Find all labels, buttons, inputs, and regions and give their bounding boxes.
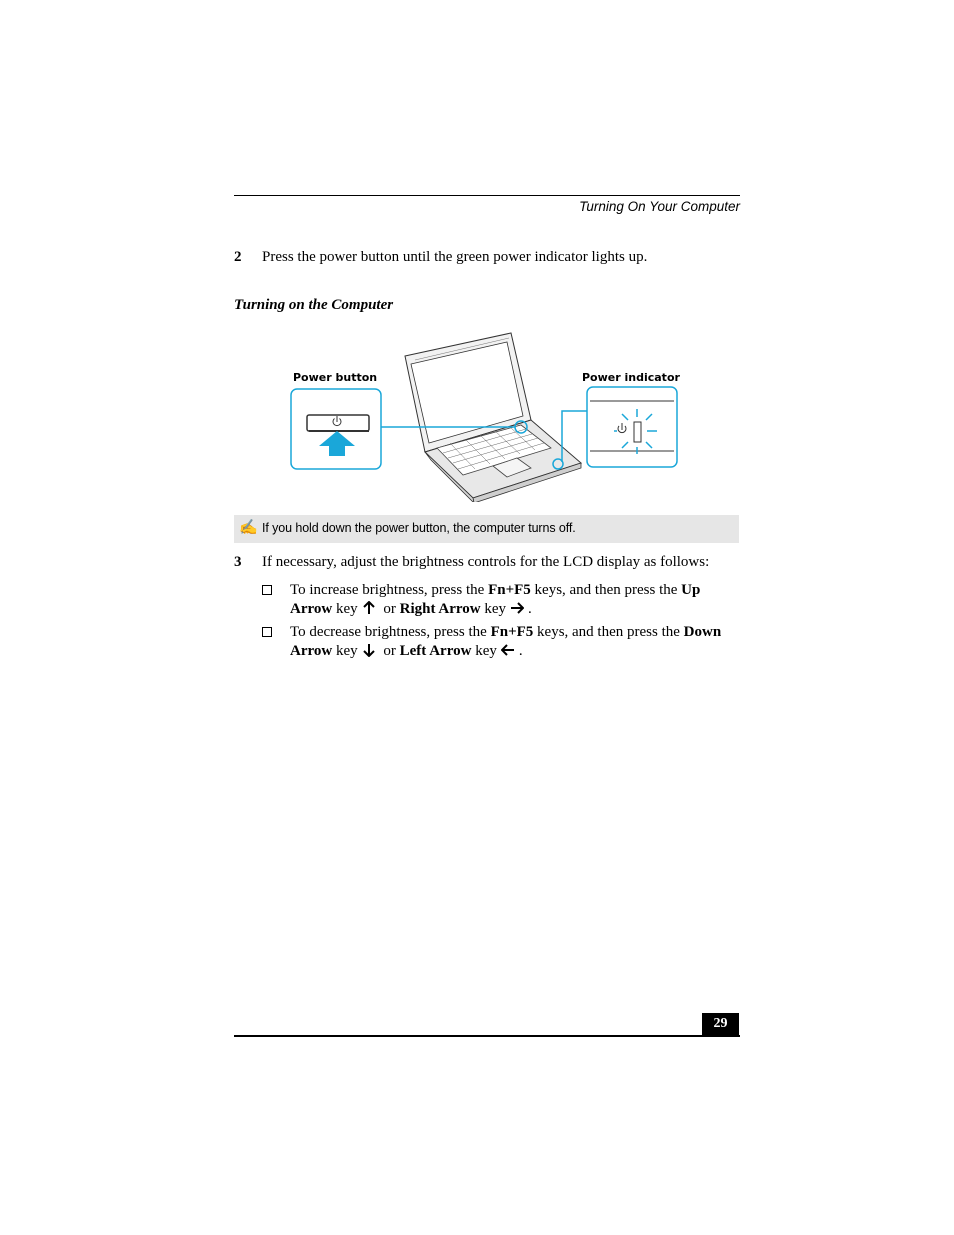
text-run: key: [332, 601, 358, 617]
page-number: 29: [702, 1013, 739, 1035]
indicator-led: [634, 422, 641, 442]
key-name: Fn+F5: [490, 624, 534, 640]
key-name: Down Arrow: [290, 624, 722, 659]
laptop-figure: [285, 330, 685, 502]
footer-rule: [234, 1035, 740, 1037]
text-run: keys, and then press the: [530, 582, 682, 598]
left-arrow-icon: [501, 643, 515, 657]
list-item-text: [290, 581, 740, 619]
header-rule: [234, 195, 740, 196]
power-button-callout: [291, 389, 381, 469]
running-header: Turning On Your Computer: [579, 199, 740, 214]
laptop-drawing: [405, 333, 581, 502]
text-run: To increase brightness, press the: [290, 582, 489, 598]
text-run: .: [518, 643, 523, 659]
text-run: or: [379, 601, 400, 617]
step-text: Press the power button until the green power indicator lights up.: [262, 249, 648, 265]
note-text: If you hold down the power button, the computer turns off.: [262, 521, 576, 535]
text-run: .: [528, 601, 532, 617]
text-run: or: [379, 643, 400, 659]
key-name: Fn+F5: [488, 582, 531, 598]
checkbox-bullet-icon: [262, 627, 272, 637]
text-run: key: [332, 643, 358, 659]
right-arrow-icon: [510, 601, 524, 615]
list-item-text: [290, 623, 740, 661]
key-name: Left Arrow: [399, 643, 472, 659]
pencil-note-icon: ✍: [239, 519, 258, 536]
figure-caption: Turning on the Computer: [234, 297, 394, 313]
key-name: Up Arrow: [290, 582, 701, 617]
step-number: 3: [234, 554, 242, 570]
note-box: [234, 515, 739, 543]
key-name: Right Arrow: [399, 601, 481, 617]
text-run: key: [471, 643, 497, 659]
power-indicator-callout: [587, 387, 677, 467]
up-arrow-icon: [362, 601, 376, 615]
text-run: keys, and then press the: [533, 624, 684, 640]
power-indicator-label: Power indicator: [582, 371, 680, 384]
step-number: 2: [234, 249, 242, 265]
laptop-illustration: [285, 330, 685, 502]
step-text: If necessary, adjust the brightness controls for the LCD display as follows:: [262, 554, 710, 570]
down-arrow-icon: [362, 643, 376, 657]
power-button-label: Power button: [293, 371, 378, 384]
checkbox-bullet-icon: [262, 585, 272, 595]
text-run: key: [480, 601, 507, 617]
text-run: To decrease brightness, press the: [290, 624, 491, 640]
